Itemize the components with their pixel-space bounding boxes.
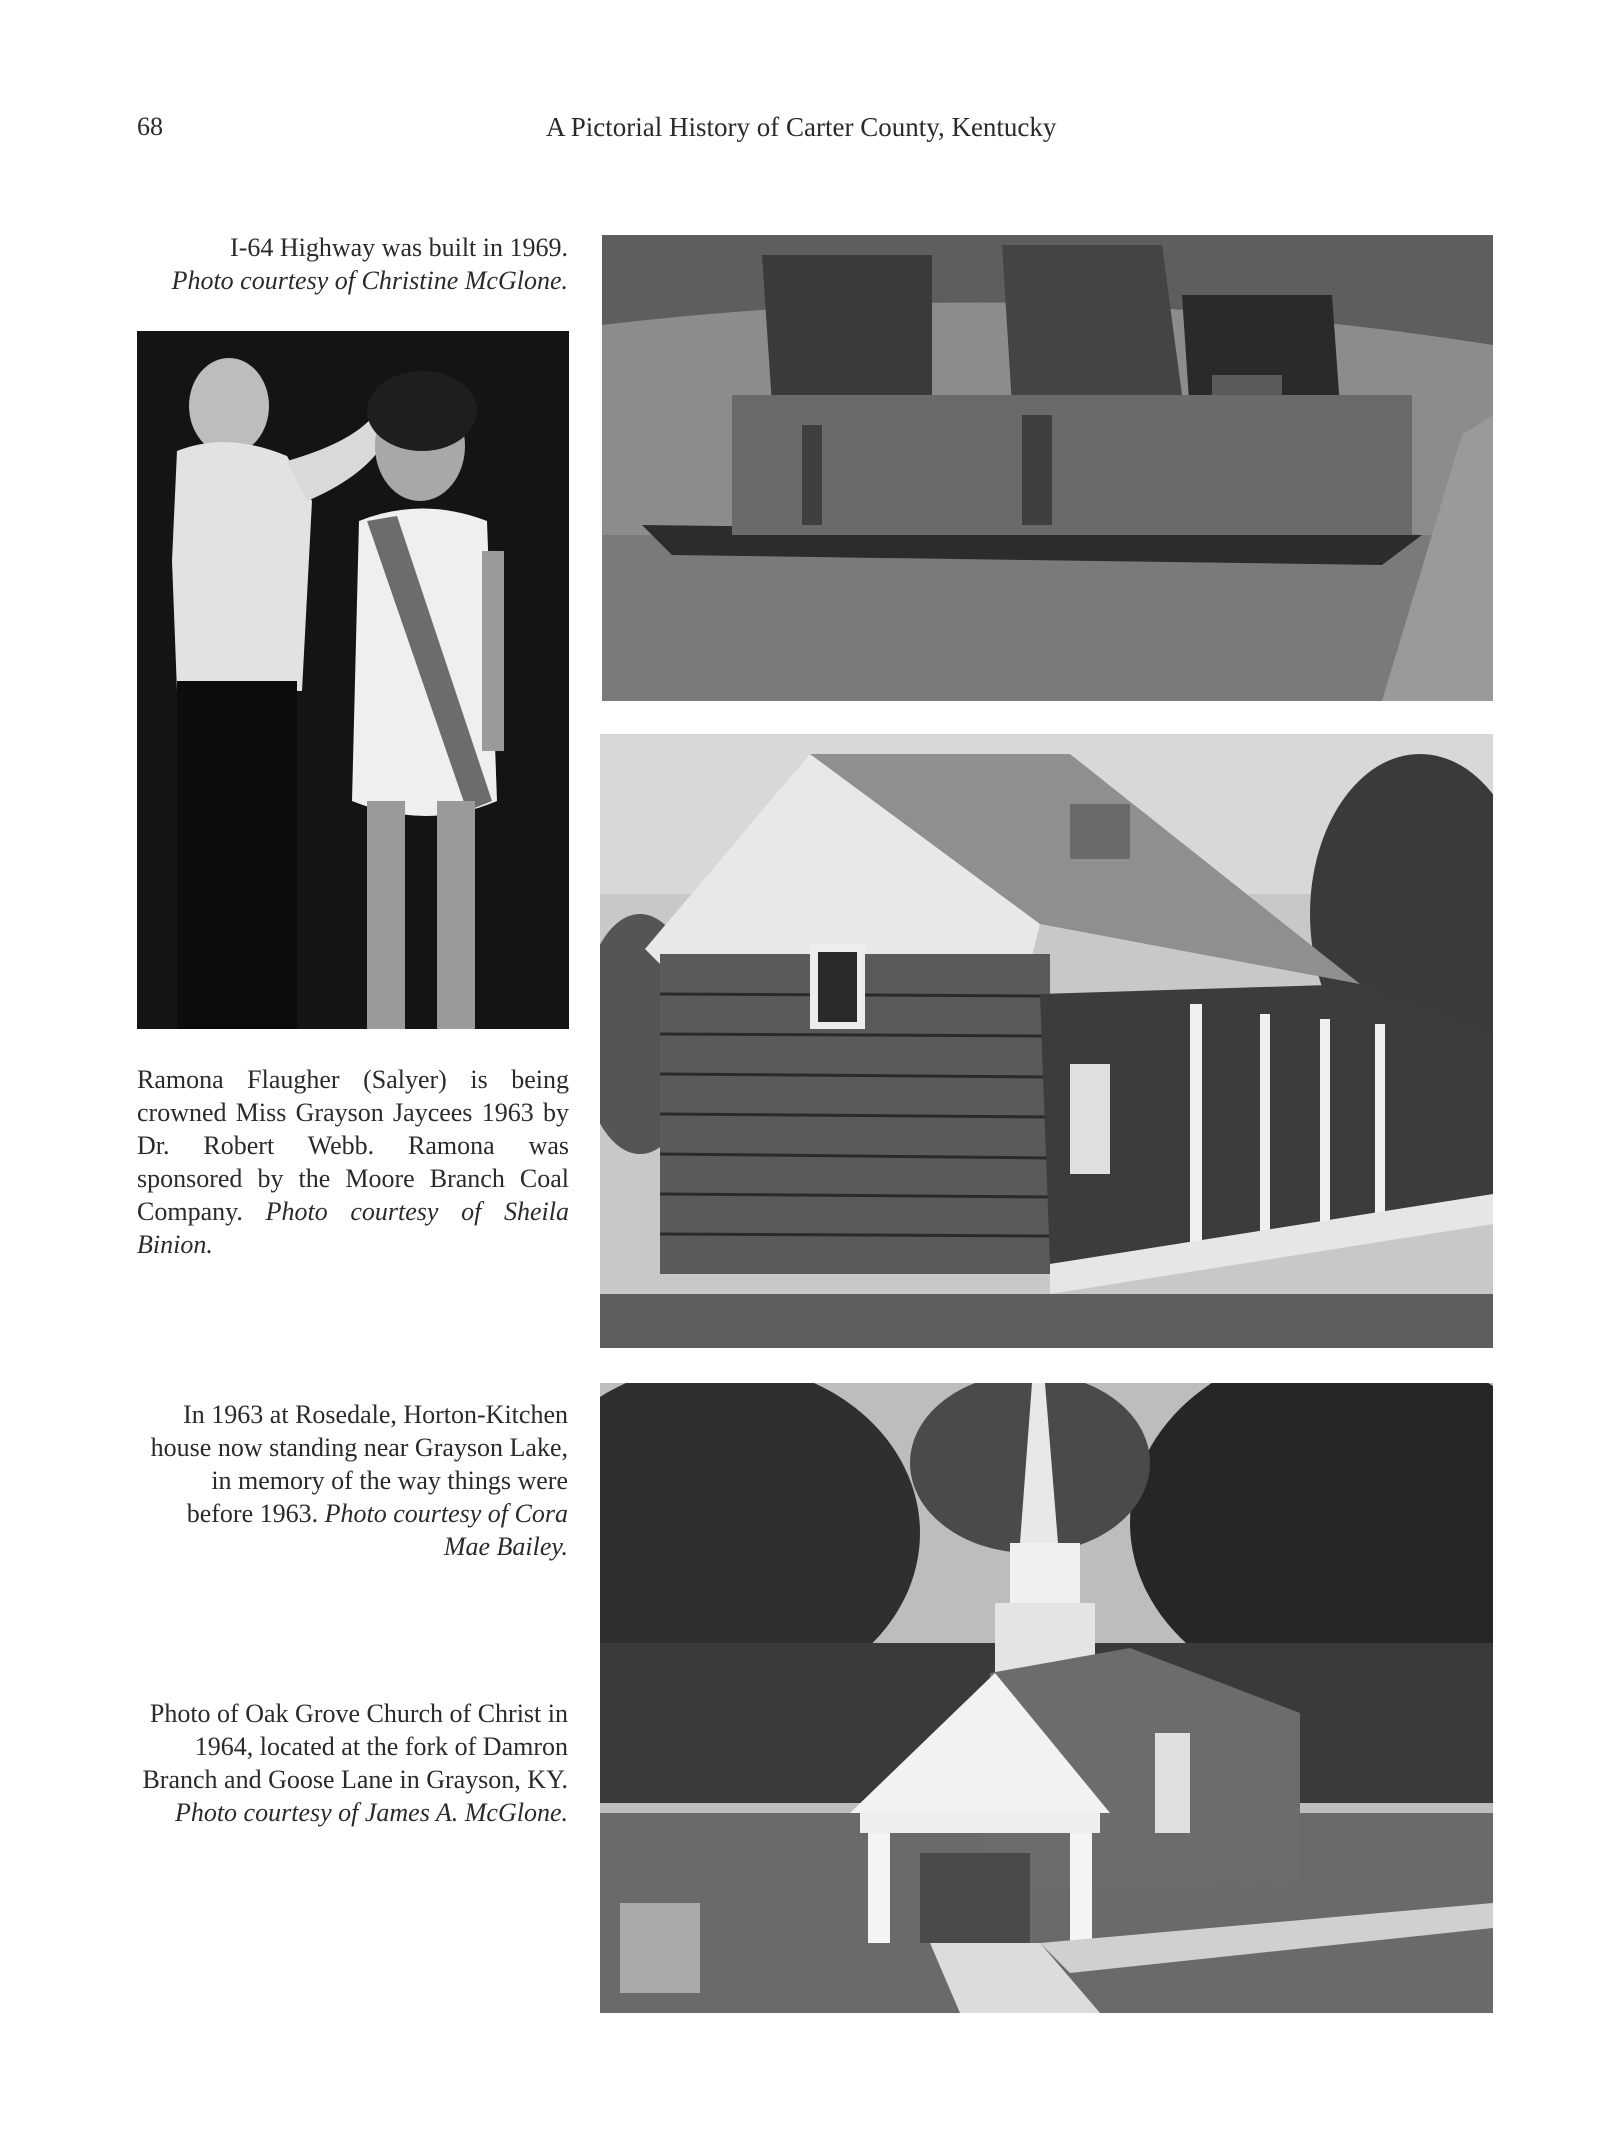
caption-highway-credit: Photo courtesy of Christine McGlone. — [171, 266, 568, 295]
caption-ramona — [137, 1063, 569, 1261]
photo-ramona-crowning — [137, 331, 569, 1029]
caption-highway-text: I-64 Highway was built in 1969. — [230, 233, 568, 262]
running-title: A Pictorial History of Carter County, Kentucky — [546, 112, 1057, 142]
caption-church — [140, 1697, 568, 1829]
caption-church-text: Photo of Oak Grove Church of Christ in 1964, located at the fork of Damron Branch and Goose Lane in Grayson, KY. — [142, 1699, 568, 1794]
photo-highway-construction — [602, 235, 1493, 701]
caption-highway — [140, 231, 568, 297]
caption-ramona-text: Ramona Flaugher (Salyer) is being crowned Miss Grayson Jaycees 1963 by Dr. Robert Webb. Ramona was sponsored by the Moore Branch Coal Company. — [137, 1065, 569, 1226]
photo-horton-kitchen-house — [600, 734, 1493, 1348]
caption-rosedale-credit: Photo courtesy of Cora Mae Bailey. — [324, 1499, 568, 1561]
caption-ramona-credit: Photo courtesy of Sheila Binion. — [137, 1197, 569, 1259]
caption-church-credit: Photo courtesy of James A. McGlone. — [174, 1798, 568, 1827]
caption-rosedale-text: In 1963 at Rosedale, Horton-Kitchen house now standing near Grayson Lake, in memory of the way things were before 1963. — [150, 1400, 568, 1528]
page-number: 68 — [137, 112, 163, 141]
photo-oak-grove-church — [600, 1383, 1493, 2013]
caption-rosedale — [146, 1398, 568, 1563]
